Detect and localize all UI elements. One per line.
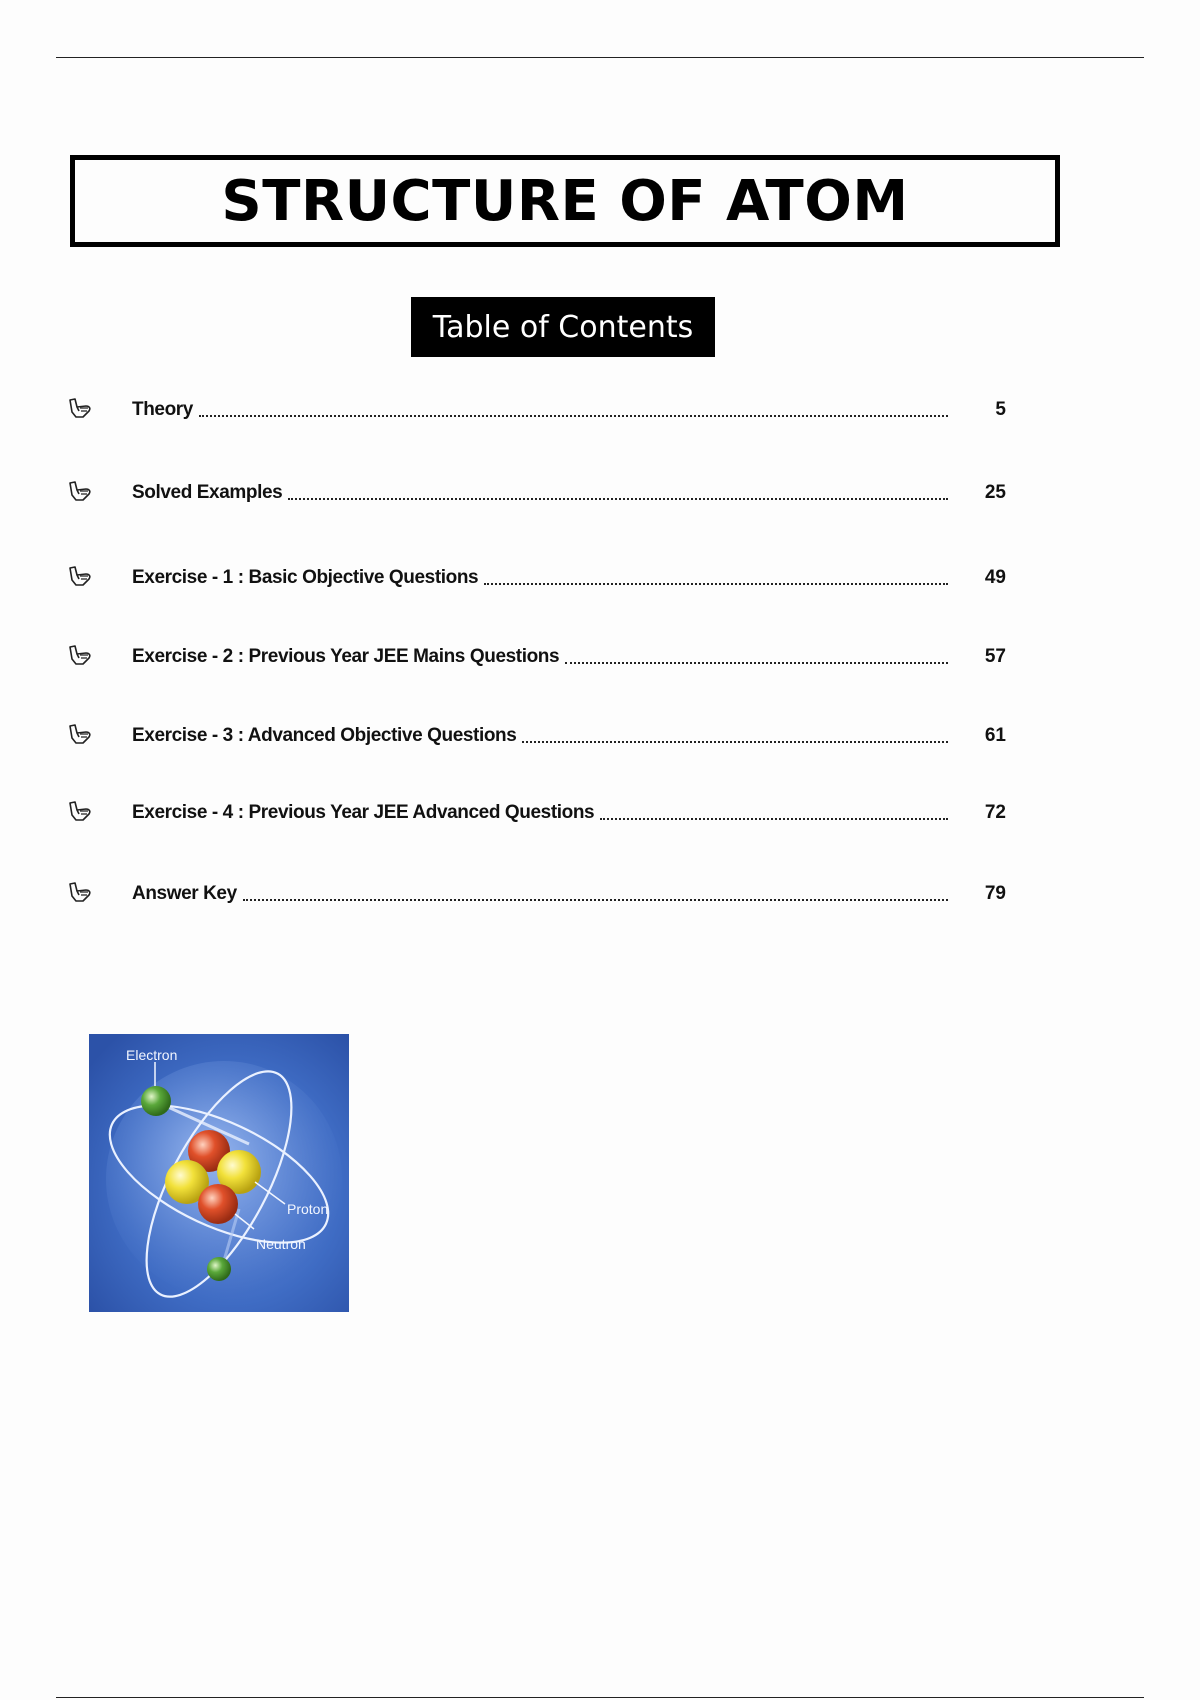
title-box bbox=[70, 155, 1060, 247]
toc-leader-dots bbox=[600, 798, 948, 820]
pointing-hand-icon bbox=[66, 722, 94, 750]
toc-entry-solved-examples[interactable] bbox=[66, 478, 1006, 508]
toc-entry-label: Solved Examples bbox=[132, 482, 283, 503]
toc-leader-dots bbox=[484, 563, 948, 585]
toc-entry-label: Answer Key bbox=[132, 883, 237, 904]
toc-entry-label: Exercise - 4 : Previous Year JEE Advanced Questions bbox=[132, 802, 595, 823]
toc-entry-page: 57 bbox=[984, 646, 1006, 667]
toc-entry-page: 61 bbox=[984, 725, 1006, 746]
toc-entry-page: 5 bbox=[995, 399, 1006, 420]
pointing-hand-icon bbox=[66, 564, 94, 592]
toc-leader-dots bbox=[288, 478, 948, 500]
toc-entry-answer-key[interactable] bbox=[66, 879, 1006, 909]
electron-particle bbox=[141, 1086, 171, 1116]
pointing-hand-icon bbox=[66, 643, 94, 671]
toc-leader-dots bbox=[243, 879, 948, 901]
toc-entry-page: 72 bbox=[984, 802, 1006, 823]
header-rule bbox=[56, 57, 1144, 58]
toc-entry-exercise-2[interactable] bbox=[66, 642, 1006, 672]
toc-entry-exercise-4[interactable] bbox=[66, 798, 1006, 828]
toc-heading: Table of Contents bbox=[411, 297, 715, 357]
neutron-particle bbox=[198, 1184, 238, 1224]
toc-entry-exercise-1[interactable] bbox=[66, 563, 1006, 593]
toc-leader-dots bbox=[199, 395, 948, 417]
toc-entry-label: Exercise - 1 : Basic Objective Questions bbox=[132, 567, 479, 588]
toc-entry-page: 25 bbox=[984, 482, 1006, 503]
toc-entry-exercise-3[interactable] bbox=[66, 721, 1006, 751]
pointing-hand-icon bbox=[66, 799, 94, 827]
atom-diagram bbox=[89, 1034, 349, 1312]
toc-leader-dots bbox=[522, 721, 948, 743]
toc-entry-label: Exercise - 2 : Previous Year JEE Mains Questions bbox=[132, 646, 560, 667]
toc-leader-dots bbox=[565, 642, 948, 664]
toc-entry-label: Theory bbox=[132, 399, 193, 420]
pointing-hand-icon bbox=[66, 396, 94, 424]
toc-entry-theory[interactable] bbox=[66, 395, 1006, 425]
pointing-hand-icon bbox=[66, 479, 94, 507]
neutron-label: Neutron bbox=[256, 1236, 306, 1252]
page-title: STRUCTURE OF ATOM bbox=[221, 168, 909, 234]
electron-label: Electron bbox=[126, 1047, 178, 1063]
toc-entry-page: 79 bbox=[984, 883, 1006, 904]
pointing-hand-icon bbox=[66, 880, 94, 908]
proton-label: Proton bbox=[287, 1201, 329, 1217]
footer-rule bbox=[56, 1697, 1144, 1698]
toc-entry-page: 49 bbox=[984, 567, 1006, 588]
electron-particle bbox=[207, 1257, 231, 1281]
toc-entry-label: Exercise - 3 : Advanced Objective Questions bbox=[132, 725, 517, 746]
atom-illustration bbox=[89, 1034, 349, 1312]
